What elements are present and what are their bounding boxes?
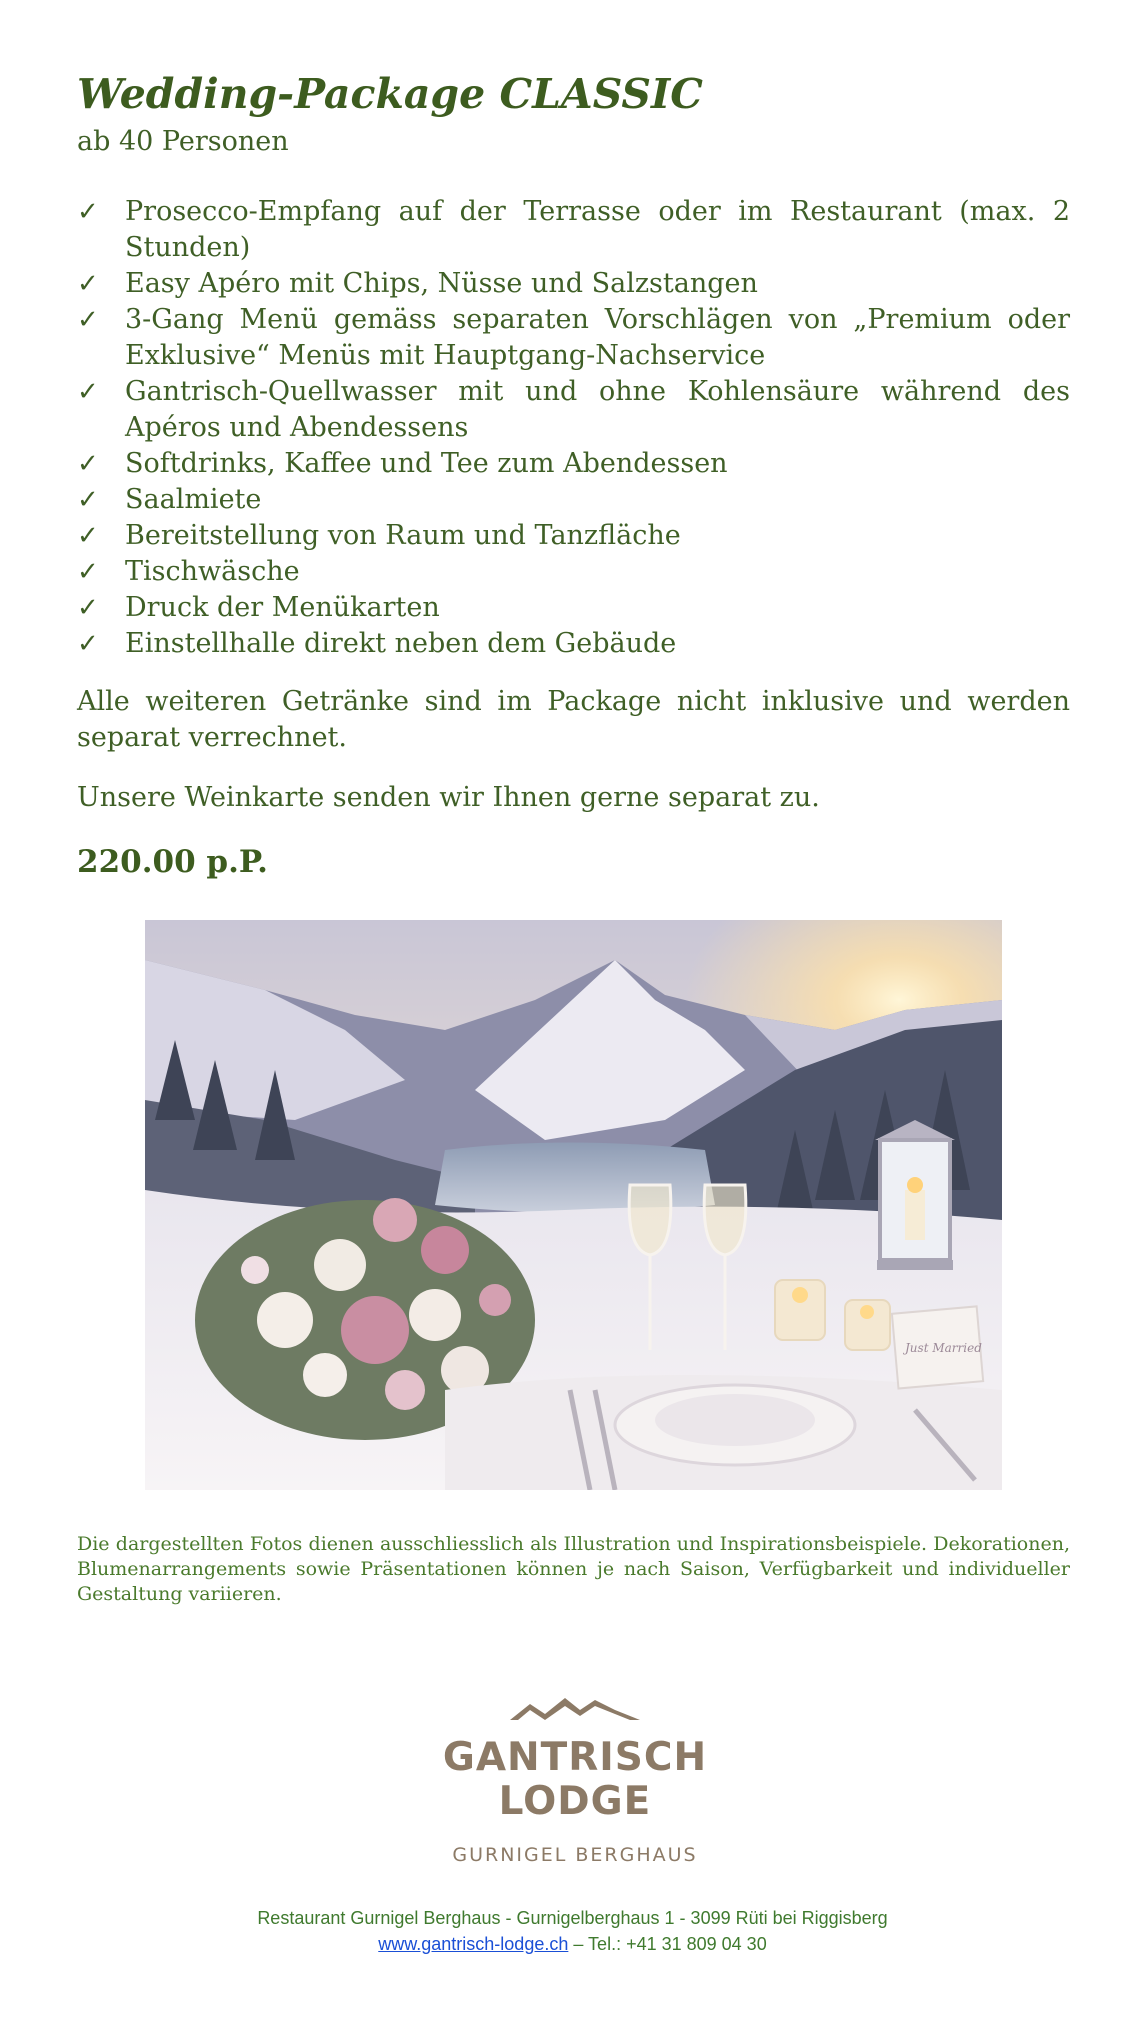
list-item: ✓ Easy Apéro mit Chips, Nüsse und Salzstangen: [77, 266, 1070, 302]
gantrisch-lodge-logo: [440, 1692, 710, 1866]
logo-subtitle: GURNIGEL BERGHAUS: [452, 1844, 698, 1866]
included-items-list: [77, 194, 1070, 662]
photo-card-text: Just Married: [905, 1341, 982, 1355]
list-item: ✓ Saalmiete: [77, 482, 1070, 518]
list-item: ✓ Softdrinks, Kaffee und Tee zum Abendessen: [77, 446, 1070, 482]
check-icon: ✓: [77, 629, 99, 659]
phone-number: – Tel.: +41 31 809 04 30: [573, 1934, 767, 1954]
check-icon: ✓: [77, 557, 99, 587]
photo-disclaimer: Die dargestellten Fotos dienen ausschliesslich als Illustration und Inspirationsbeispiele. Dekorationen, Blumenarrangements sowie Präsentationen können je nach Saison, Verfügbarkeit und individueller Gestaltung variieren.: [77, 1533, 1070, 1605]
list-item: ✓ Gantrisch-Quellwasser mit und ohne Kohlensäure während des Apéros und Abendessens: [77, 376, 1070, 443]
website-link[interactable]: www.gantrisch-lodge.ch: [378, 1934, 569, 1954]
check-icon: ✓: [77, 269, 99, 299]
package-price: 220.00 p.P.: [77, 844, 268, 880]
check-icon: ✓: [77, 485, 99, 515]
wine-note: Unsere Weinkarte senden wir Ihnen gerne separat zu.: [77, 782, 820, 813]
mountain-logo-icon: [440, 1692, 710, 1732]
footer-contact: [0, 1934, 1145, 1955]
list-item: ✓ Tischwäsche: [77, 554, 1070, 590]
package-subtitle: ab 40 Personen: [77, 126, 289, 157]
check-icon: ✓: [77, 593, 99, 623]
check-icon: ✓: [77, 377, 99, 407]
list-item: ✓ Einstellhalle direkt neben dem Gebäude: [77, 626, 1070, 662]
list-item: ✓ 3-Gang Menü gemäss separaten Vorschlägen von „Premium oder Exklusive“ Menüs mit Hauptgang-Nachservice: [77, 304, 1070, 371]
footer-address: Restaurant Gurnigel Berghaus - Gurnigelberghaus 1 - 3099 Rüti bei Riggisberg: [257, 1908, 888, 1928]
check-icon: ✓: [77, 521, 99, 551]
list-item: ✓ Bereitstellung von Raum und Tanzfläche: [77, 518, 1070, 554]
list-item: ✓ Druck der Menükarten: [77, 590, 1070, 626]
list-item: ✓ Prosecco-Empfang auf der Terrasse oder im Restaurant (max. 2 Stunden): [77, 196, 1070, 263]
check-icon: ✓: [77, 305, 99, 335]
check-icon: ✓: [77, 197, 99, 227]
check-icon: ✓: [77, 449, 99, 479]
wedding-photo: [145, 920, 1002, 1490]
package-title: Wedding-Package CLASSIC: [77, 70, 703, 118]
logo-line-2: LODGE: [498, 1779, 652, 1824]
drinks-note: Alle weiteren Getränke sind im Package nicht inklusive und werden separat verrechnet.: [77, 686, 1070, 753]
logo-line-1: GANTRISCH: [442, 1735, 708, 1780]
